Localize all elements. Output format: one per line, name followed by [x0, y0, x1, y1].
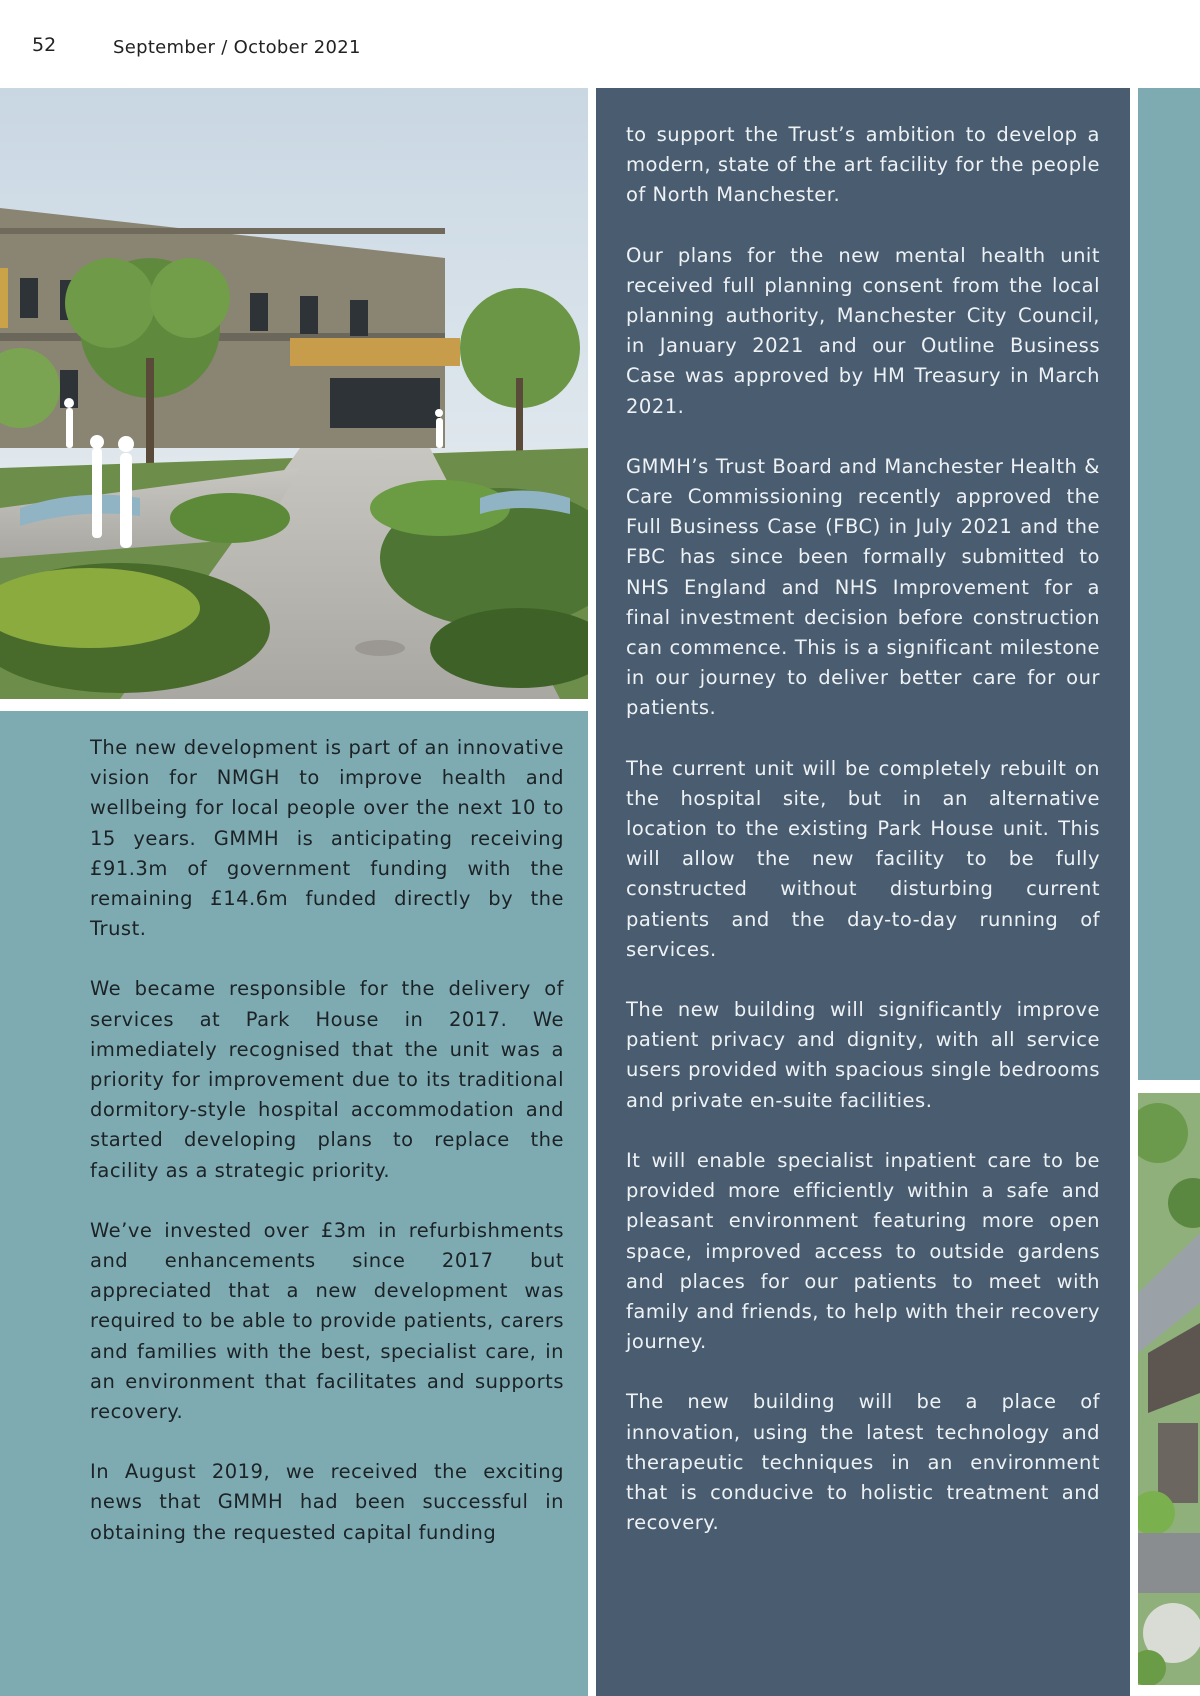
article-paragraph: Our plans for the new mental health unit received full planning consent from the local planning authority, Manchester City Council, in January 2021 and our Outline Business Case was approved by HM Treasury in March 2021.	[626, 243, 1100, 418]
page-number: 52	[32, 34, 57, 56]
article-paragraph: The new development is part of an innovative vision for NMGH to improve health and wellbeing for local people over the next 10 to 15 years. GMMH is anticipating receiving £91.3m of government funding with the remaining £14.6m funded directly by the Trust.	[90, 736, 564, 941]
right-article-column	[626, 120, 1100, 1568]
left-article-column	[90, 733, 564, 1578]
issue-date: September / October 2021	[113, 37, 361, 58]
article-paragraph: The new building will be a place of innovation, using the latest technology and therapeutic techniques in an environment that is conducive to holistic treatment and recovery.	[626, 1390, 1100, 1535]
article-paragraph: GMMH’s Trust Board and Manchester Health & Care Commissioning recently approved the Full Business Case (FBC) in July 2021 and the FBC has since been formally submitted to NHS England and NHS Improvement for a final investment decision before construction can commence. This is a significant milestone in our journey to deliver better care for our patients.	[626, 454, 1100, 720]
article-paragraph: In August 2019, we received the exciting news that GMMH had been successful in obtaining the requested capital funding	[90, 1460, 564, 1544]
side-aerial-rendering	[1138, 1093, 1200, 1685]
article-paragraph: The current unit will be completely rebuilt on the hospital site, but in an alternative location to the existing Park House unit. This will allow the new facility to be fully constructed without disturbing current patients and the day-to-day running of services.	[626, 756, 1100, 961]
article-paragraph: It will enable specialist inpatient care to be provided more efficiently within a safe and pleasant environment featuring more open space, improved access to outside gardens and places for our patients to meet with family and friends, to help with their recovery journey.	[626, 1148, 1100, 1354]
hero-building-rendering	[0, 88, 588, 699]
article-paragraph: We became responsible for the delivery of services at Park House in 2017. We immediately recognised that the unit was a priority for improvement due to its traditional dormitory-style hospital accommodation and started developing plans to replace the facility as a strategic priority.	[90, 977, 564, 1182]
article-paragraph: The new building will significantly improve patient privacy and dignity, with all service users provided with spacious single bedrooms and private en-suite facilities.	[626, 998, 1100, 1112]
article-paragraph: We’ve invested over £3m in refurbishments and enhancements since 2017 but appreciated that a new development was required to be able to provide patients, carers and families with the best, specialist care, in an environment that facilitates and supports recovery.	[90, 1218, 564, 1424]
right-edge-teal-strip	[1138, 88, 1200, 1080]
article-paragraph: to support the Trust’s ambition to develop a modern, state of the art facility for the people of North Manchester.	[626, 123, 1100, 207]
